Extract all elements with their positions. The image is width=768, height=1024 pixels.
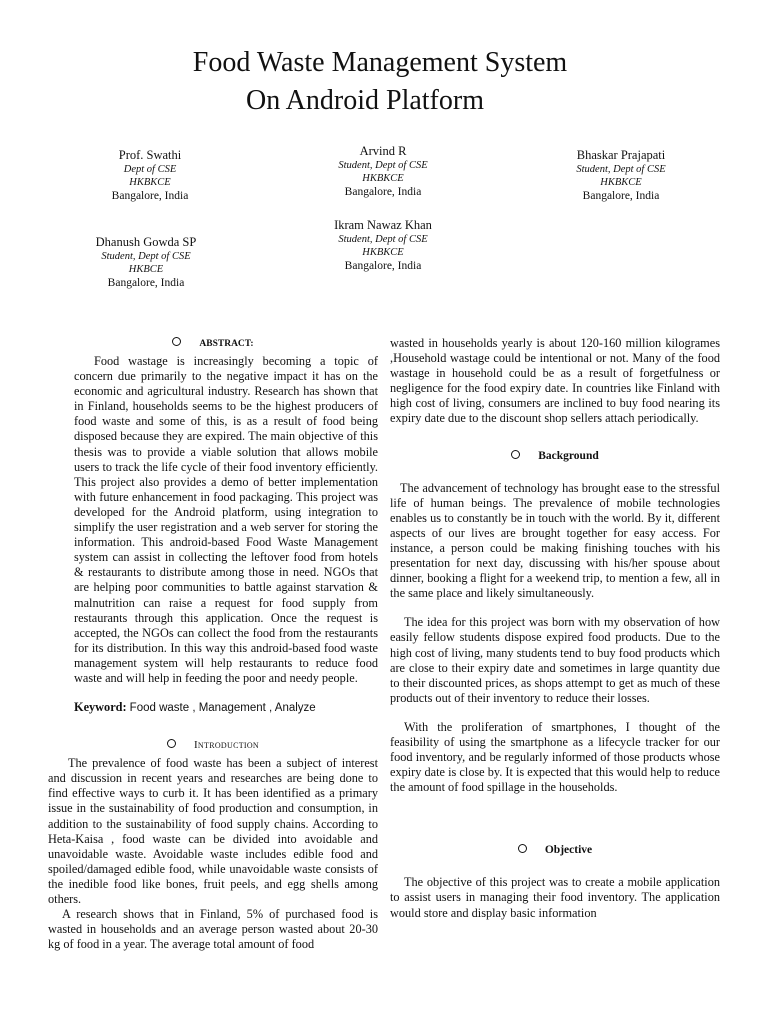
author-location: Bangalore, India: [582, 190, 660, 202]
author-name: Prof. Swathi: [118, 148, 182, 162]
objective-paragraph: The objective of this project was to create a mobile application to assist users in managing their food inventory. The application would store and display basic information: [390, 875, 720, 920]
author-name: Ikram Nawaz Khan: [334, 218, 432, 232]
background-paragraph-2: The idea for this project was born with my observation of how easily fellow students dispose expired food products. Due to the high cost of living, many students tend to buy food products which are close to their expiry date and sometimes in large quantity due to their discounted prices, as shops attempt to get as much of these products out of their inventory to reduce their losses.: [390, 615, 720, 705]
author-dept: Student, Dept of CSE: [338, 234, 428, 245]
author-block: [303, 144, 463, 199]
objective-heading: Objective: [390, 843, 720, 857]
keywords-text: Food waste , Management , Analyze: [129, 702, 316, 715]
author-institution: HKBKCE: [129, 177, 171, 188]
bullet-icon: [167, 739, 176, 748]
left-column: [48, 336, 378, 952]
paper-title-line-2: On Android Platform: [246, 85, 484, 116]
keywords-label: Keyword:: [74, 700, 127, 715]
bullet-icon: [172, 337, 181, 346]
continued-paragraph: wasted in households yearly is about 120-160 million kilogrames ,Household wastage could be intentional or not. Many of the food wastage in household could be as a result of forgetfulness or negligence for the food expiry date. In countries like Finland with high cost of living, consumers are inclined to buy food nearing its expiry date due to the discount shop sellers attach periodically.: [390, 336, 720, 426]
author-dept: Student, Dept of CSE: [576, 164, 666, 175]
author-location: Bangalore, India: [111, 190, 189, 202]
right-column: [390, 336, 720, 921]
bullet-icon: [511, 450, 520, 459]
author-dept: Student, Dept of CSE: [338, 160, 428, 171]
author-block: [303, 218, 463, 273]
author-name: Bhaskar Prajapati: [576, 148, 666, 162]
background-paragraph-3: With the proliferation of smartphones, I thought of the feasibility of using the smartphone as a lifecycle tracker for our food inventory, and be regularly informed of those products whose expiry date is close by. It is expected that this would help to reduce the amount of food spillage in the households.: [390, 719, 720, 795]
author-location: Bangalore, India: [344, 186, 422, 198]
introduction-heading: Introduction: [48, 738, 378, 752]
author-institution: HKBKCE: [600, 177, 642, 188]
author-dept: Dept of CSE: [123, 164, 177, 175]
author-name: Dhanush Gowda SP: [95, 235, 197, 249]
abstract-text: Food wastage is increasingly becoming a topic of concern due primarily to the negative impact it has on the economic and agricultural industry. Research has shown that in Finland, households seems to be the highest producers of food waste and some of this, is as a result of food being disposed because they are expired. The main objective of this thesis was to provide a viable solution that allows mobile users to track the life cycle of their food inventory efficiently. This project also provides a demo of better implementation with future enhancement in food packaging. This project was developed for the Android platform, using integration to simplify the user registration and a web server for storing the information. This android-based Food Waste Management system can assist in collecting the leftover food from hotels & restaurants to distribute among those in need. NGOs that are helping poor communities to battle against starvation & malnutrition can raise a request for food supply from restaurants through this application. Once the request is accepted, the NGOs can collect the food from the restaurants for its distribution. In this way this android-based food waste management system will help restaurants to reduce food waste and will help in feeding the poor and needy people.: [74, 354, 378, 685]
author-block: [541, 148, 701, 203]
author-block: [66, 235, 226, 290]
author-institution: HKBCE: [128, 264, 164, 275]
introduction-paragraph-2: A research shows that in Finland, 5% of purchased food is wasted in households and an average person wasted about 20-30 kg of food in a year. The average total amount of food: [48, 907, 378, 952]
author-institution: HKBKCE: [362, 247, 404, 258]
author-dept: Student, Dept of CSE: [101, 251, 191, 262]
background-paragraph-1: The advancement of technology has brought ease to the stressful life of human beings. The prevalence of mobile technologies enables us to constantly be in touch with the world. By it, different aspects of our lives are brought together for easy access. For instance, a person could be making finishing touches with his presentation for next day, discussing with his/her spouse about dinner, booking a flight for a weekend trip, to mention a few, all in the same place and likely simultaneously.: [390, 480, 720, 601]
author-institution: HKBKCE: [362, 173, 404, 184]
paper-title-line-1: Food Waste Management System: [192, 47, 568, 78]
abstract-heading: ABSTRACT:: [48, 336, 378, 351]
bullet-icon: [518, 844, 527, 853]
background-heading: Background: [390, 449, 720, 463]
author-location: Bangalore, India: [107, 277, 185, 289]
author-location: Bangalore, India: [344, 260, 422, 272]
introduction-paragraph-1: The prevalence of food waste has been a subject of interest and discussion in recent years and researches are being done to find effective ways to curb it. It has been identified as a primary issue in the sustainability of food production and consumption, in addition to the sustainability of food supply chains. According to Heta-Kaisa , food waste can be divided into avoidable and unavoidable waste. Avoidable waste includes edible food and spoiled/damaged edible food, while unavoidable waste consists of the inedible food like bones, fruit peels, and egg shells among others.: [48, 756, 378, 906]
author-block: [70, 148, 230, 203]
author-name: Arvind R: [359, 144, 407, 158]
keywords: [48, 700, 378, 716]
